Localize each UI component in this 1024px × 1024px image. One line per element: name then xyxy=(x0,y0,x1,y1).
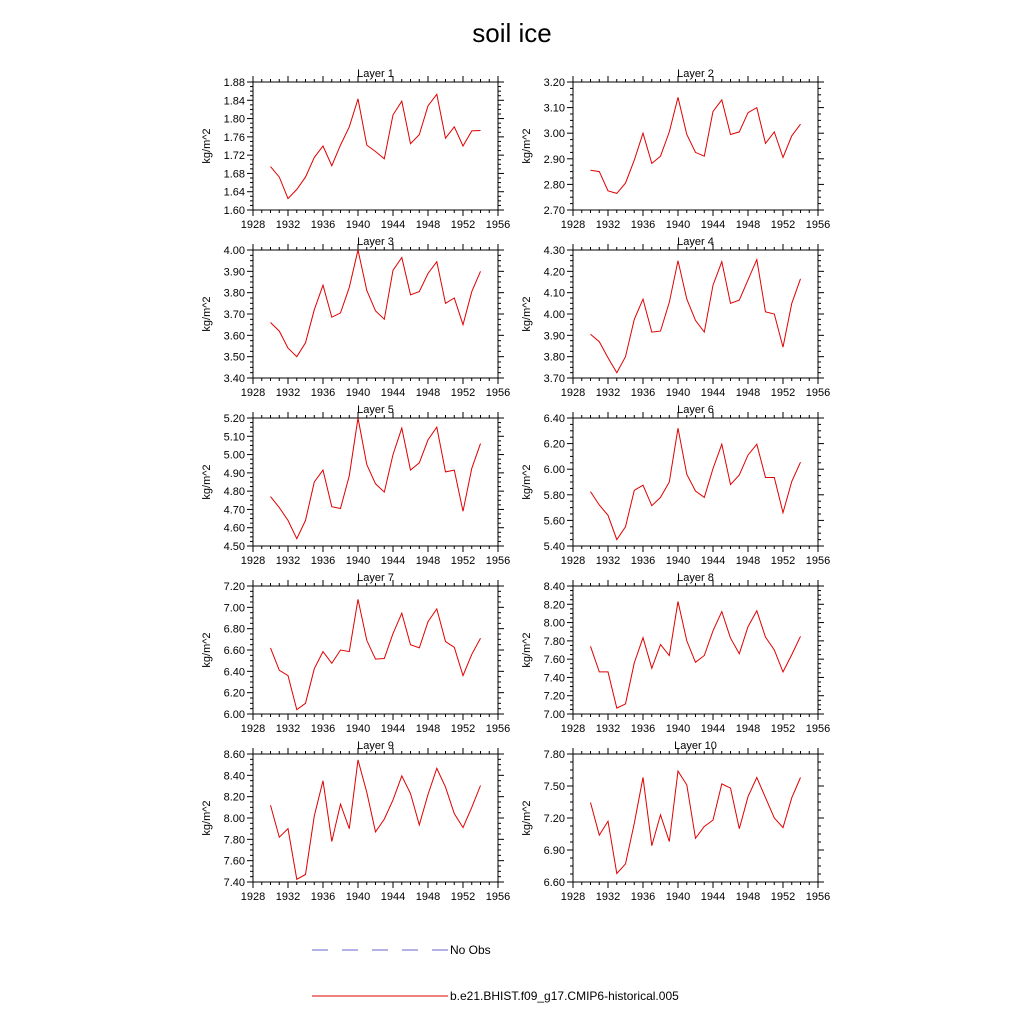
y-tick-label: 5.00 xyxy=(223,449,245,462)
panel-layer-5 xyxy=(201,404,510,567)
x-tick-label: 1940 xyxy=(345,891,371,903)
y-tick-label: 3.20 xyxy=(543,77,565,89)
x-tick-label: 1944 xyxy=(380,891,406,903)
y-tick-label: 7.00 xyxy=(223,602,245,615)
y-axis-label: kg/m^2 xyxy=(521,296,533,332)
x-tick-label: 1948 xyxy=(415,219,441,231)
x-tick-label: 1940 xyxy=(665,555,691,567)
y-tick-label: 7.80 xyxy=(543,749,565,761)
x-tick-label: 1936 xyxy=(310,723,336,735)
x-tick-label: 1944 xyxy=(700,723,726,735)
y-tick-label: 4.90 xyxy=(223,467,245,480)
x-tick-label: 1944 xyxy=(700,891,726,903)
x-tick-label: 1932 xyxy=(275,555,301,567)
x-tick-label: 1940 xyxy=(345,219,371,231)
y-tick-label: 4.70 xyxy=(223,504,245,517)
y-tick-label: 7.40 xyxy=(543,672,565,685)
x-tick-label: 1952 xyxy=(450,723,476,735)
y-tick-label: 3.90 xyxy=(223,266,245,279)
y-tick-label: 6.90 xyxy=(543,845,565,857)
y-tick-label: 8.40 xyxy=(543,581,565,593)
x-tick-label: 1928 xyxy=(240,387,266,399)
x-tick-label: 1944 xyxy=(380,387,406,399)
x-tick-label: 1932 xyxy=(275,723,301,735)
panel-title: Layer 4 xyxy=(677,236,714,248)
x-tick-label: 1936 xyxy=(310,891,336,903)
x-tick-label: 1932 xyxy=(275,891,301,903)
panel-layer-3 xyxy=(201,236,510,399)
plot-frame xyxy=(573,586,818,714)
panel-layer-6 xyxy=(521,404,830,567)
x-tick-label: 1932 xyxy=(595,219,621,231)
x-tick-label: 1956 xyxy=(805,723,831,735)
x-tick-label: 1936 xyxy=(630,723,656,735)
y-tick-label: 7.20 xyxy=(223,581,245,593)
y-tick-label: 1.80 xyxy=(223,113,245,126)
panel-title: Layer 5 xyxy=(357,404,394,416)
panel-layer-2 xyxy=(521,68,830,231)
x-tick-label: 1956 xyxy=(485,891,511,903)
x-tick-label: 1936 xyxy=(310,219,336,231)
x-tick-label: 1940 xyxy=(345,387,371,399)
y-tick-label: 3.00 xyxy=(543,128,565,141)
x-tick-label: 1944 xyxy=(380,723,406,735)
y-tick-label: 8.20 xyxy=(223,791,245,804)
plot-frame xyxy=(253,586,498,714)
x-tick-label: 1944 xyxy=(700,555,726,567)
y-axis-label: kg/m^2 xyxy=(201,464,213,500)
x-tick-label: 1932 xyxy=(595,891,621,903)
y-tick-label: 3.40 xyxy=(223,373,245,385)
x-tick-label: 1928 xyxy=(240,891,266,903)
x-tick-label: 1948 xyxy=(735,387,761,399)
x-tick-label: 1952 xyxy=(770,387,796,399)
x-tick-label: 1936 xyxy=(310,555,336,567)
x-tick-label: 1952 xyxy=(450,891,476,903)
x-tick-label: 1944 xyxy=(380,555,406,567)
plot-frame xyxy=(253,82,498,210)
y-tick-label: 4.50 xyxy=(223,541,245,553)
plot-frame xyxy=(253,754,498,882)
x-tick-label: 1928 xyxy=(560,219,586,231)
x-tick-label: 1928 xyxy=(560,723,586,735)
x-tick-label: 1932 xyxy=(275,219,301,231)
x-tick-label: 1936 xyxy=(630,555,656,567)
x-tick-label: 1936 xyxy=(630,387,656,399)
y-axis-label: kg/m^2 xyxy=(521,464,533,500)
y-tick-label: 8.40 xyxy=(223,770,245,783)
y-tick-label: 2.70 xyxy=(543,205,565,217)
x-tick-label: 1928 xyxy=(240,219,266,231)
y-axis-label: kg/m^2 xyxy=(201,632,213,668)
y-tick-label: 3.50 xyxy=(223,351,245,364)
series-line xyxy=(591,97,801,193)
x-tick-label: 1948 xyxy=(415,387,441,399)
y-tick-label: 4.30 xyxy=(543,245,565,257)
x-tick-label: 1928 xyxy=(560,387,586,399)
x-tick-label: 1936 xyxy=(630,219,656,231)
y-tick-label: 1.64 xyxy=(223,186,245,199)
y-tick-label: 7.50 xyxy=(543,781,565,793)
y-tick-label: 6.80 xyxy=(223,623,245,636)
y-tick-label: 5.80 xyxy=(543,489,565,502)
y-tick-label: 1.76 xyxy=(223,131,245,144)
x-tick-label: 1928 xyxy=(240,555,266,567)
y-tick-label: 6.00 xyxy=(223,709,245,721)
panel-title: Layer 3 xyxy=(357,236,394,248)
series-line xyxy=(591,260,801,373)
y-tick-label: 3.80 xyxy=(543,351,565,364)
panel-title: Layer 7 xyxy=(357,572,394,584)
panel-title: Layer 6 xyxy=(677,404,714,416)
y-tick-label: 1.72 xyxy=(223,150,245,163)
y-tick-label: 1.84 xyxy=(223,95,245,108)
x-tick-label: 1932 xyxy=(595,555,621,567)
series-line xyxy=(591,602,801,709)
y-tick-label: 6.40 xyxy=(223,666,245,679)
y-tick-label: 3.90 xyxy=(543,330,565,343)
plot-frame xyxy=(573,250,818,378)
y-tick-label: 7.00 xyxy=(543,709,565,721)
x-tick-label: 1948 xyxy=(735,555,761,567)
plot-frame xyxy=(253,250,498,378)
y-tick-label: 4.20 xyxy=(543,266,565,279)
x-tick-label: 1932 xyxy=(595,723,621,735)
x-tick-label: 1956 xyxy=(485,219,511,231)
plot-frame xyxy=(573,418,818,546)
y-tick-label: 7.80 xyxy=(543,635,565,648)
x-tick-label: 1932 xyxy=(595,387,621,399)
y-axis-label: kg/m^2 xyxy=(201,296,213,332)
x-tick-label: 1948 xyxy=(735,891,761,903)
y-tick-label: 7.40 xyxy=(223,877,245,889)
x-tick-label: 1956 xyxy=(805,891,831,903)
x-tick-label: 1956 xyxy=(485,555,511,567)
legend xyxy=(312,943,679,1003)
x-tick-label: 1948 xyxy=(415,555,441,567)
y-tick-label: 1.88 xyxy=(223,77,245,89)
y-axis-label: kg/m^2 xyxy=(521,632,533,668)
x-tick-label: 1956 xyxy=(805,219,831,231)
x-tick-label: 1944 xyxy=(700,219,726,231)
x-tick-label: 1956 xyxy=(805,387,831,399)
x-tick-label: 1948 xyxy=(735,723,761,735)
x-tick-label: 1940 xyxy=(345,555,371,567)
panel-layer-9 xyxy=(201,740,510,903)
y-tick-label: 8.00 xyxy=(223,813,245,825)
y-tick-label: 3.80 xyxy=(223,287,245,300)
x-tick-label: 1952 xyxy=(450,387,476,399)
x-tick-label: 1952 xyxy=(770,723,796,735)
y-tick-label: 7.60 xyxy=(543,654,565,667)
y-tick-label: 6.20 xyxy=(543,438,565,451)
y-tick-label: 1.68 xyxy=(223,168,245,181)
x-tick-label: 1936 xyxy=(310,387,336,399)
x-tick-label: 1928 xyxy=(240,723,266,735)
y-tick-label: 7.80 xyxy=(223,834,245,847)
x-tick-label: 1952 xyxy=(770,891,796,903)
panel-title: Layer 8 xyxy=(677,572,714,584)
x-tick-label: 1948 xyxy=(735,219,761,231)
y-tick-label: 2.90 xyxy=(543,153,565,166)
series-line xyxy=(271,760,481,879)
panel-layer-1 xyxy=(201,68,510,231)
y-tick-label: 4.80 xyxy=(223,486,245,499)
y-tick-label: 5.40 xyxy=(543,541,565,553)
y-tick-label: 6.20 xyxy=(223,687,245,700)
y-tick-label: 3.60 xyxy=(223,330,245,343)
y-tick-label: 8.00 xyxy=(543,617,565,630)
y-tick-label: 7.20 xyxy=(543,690,565,703)
x-tick-label: 1956 xyxy=(805,555,831,567)
y-tick-label: 8.60 xyxy=(223,749,245,761)
x-tick-label: 1948 xyxy=(415,891,441,903)
x-tick-label: 1940 xyxy=(665,891,691,903)
x-tick-label: 1944 xyxy=(700,387,726,399)
x-tick-label: 1936 xyxy=(630,891,656,903)
y-tick-label: 4.10 xyxy=(543,287,565,300)
y-tick-label: 4.00 xyxy=(223,245,245,257)
x-tick-label: 1928 xyxy=(560,891,586,903)
legend-model-label: b.e21.BHIST.f09_g17.CMIP6-historical.005 xyxy=(450,989,679,1003)
x-tick-label: 1940 xyxy=(345,723,371,735)
y-axis-label: kg/m^2 xyxy=(521,800,533,836)
y-tick-label: 5.60 xyxy=(543,515,565,528)
panel-title: Layer 2 xyxy=(677,68,714,80)
y-tick-label: 4.00 xyxy=(543,309,565,321)
x-tick-label: 1948 xyxy=(415,723,441,735)
y-tick-label: 3.70 xyxy=(543,373,565,385)
y-tick-label: 4.60 xyxy=(223,522,245,535)
plot-frame xyxy=(573,754,818,882)
y-tick-label: 3.70 xyxy=(223,309,245,321)
y-tick-label: 5.10 xyxy=(223,431,245,444)
y-tick-label: 7.20 xyxy=(543,813,565,825)
series-line xyxy=(271,250,481,357)
x-tick-label: 1940 xyxy=(665,387,691,399)
x-tick-label: 1956 xyxy=(485,387,511,399)
panel-layer-8 xyxy=(521,572,830,735)
series-line xyxy=(591,428,801,539)
series-line xyxy=(271,599,481,709)
panel-layer-10 xyxy=(521,740,830,903)
y-tick-label: 6.60 xyxy=(223,645,245,657)
y-tick-label: 6.00 xyxy=(543,464,565,477)
x-tick-label: 1952 xyxy=(770,219,796,231)
series-line xyxy=(271,418,481,539)
panel-layer-4 xyxy=(521,236,830,399)
x-tick-label: 1940 xyxy=(665,219,691,231)
y-tick-label: 2.80 xyxy=(543,179,565,192)
x-tick-label: 1952 xyxy=(770,555,796,567)
figure-title: soil ice xyxy=(472,18,552,48)
y-tick-label: 8.20 xyxy=(543,599,565,612)
y-axis-label: kg/m^2 xyxy=(201,800,213,836)
panel-title: Layer 10 xyxy=(674,740,717,752)
y-tick-label: 5.20 xyxy=(223,413,245,425)
y-tick-label: 3.10 xyxy=(543,102,565,115)
panel-title: Layer 1 xyxy=(357,68,394,80)
plot-frame xyxy=(253,418,498,546)
y-axis-label: kg/m^2 xyxy=(521,128,533,164)
y-tick-label: 6.60 xyxy=(543,877,565,889)
y-tick-label: 7.60 xyxy=(223,855,245,868)
panel-title: Layer 9 xyxy=(357,740,394,752)
x-tick-label: 1940 xyxy=(665,723,691,735)
x-tick-label: 1928 xyxy=(560,555,586,567)
x-tick-label: 1944 xyxy=(380,219,406,231)
series-line xyxy=(591,771,801,873)
panels-group xyxy=(201,68,830,903)
x-tick-label: 1952 xyxy=(450,555,476,567)
series-line xyxy=(271,94,481,198)
y-tick-label: 1.60 xyxy=(223,205,245,217)
x-tick-label: 1932 xyxy=(275,387,301,399)
legend-obs-label: No Obs xyxy=(450,943,491,957)
x-tick-label: 1952 xyxy=(450,219,476,231)
x-tick-label: 1956 xyxy=(485,723,511,735)
panel-layer-7 xyxy=(201,572,510,735)
y-tick-label: 6.40 xyxy=(543,413,565,425)
y-axis-label: kg/m^2 xyxy=(201,128,213,164)
